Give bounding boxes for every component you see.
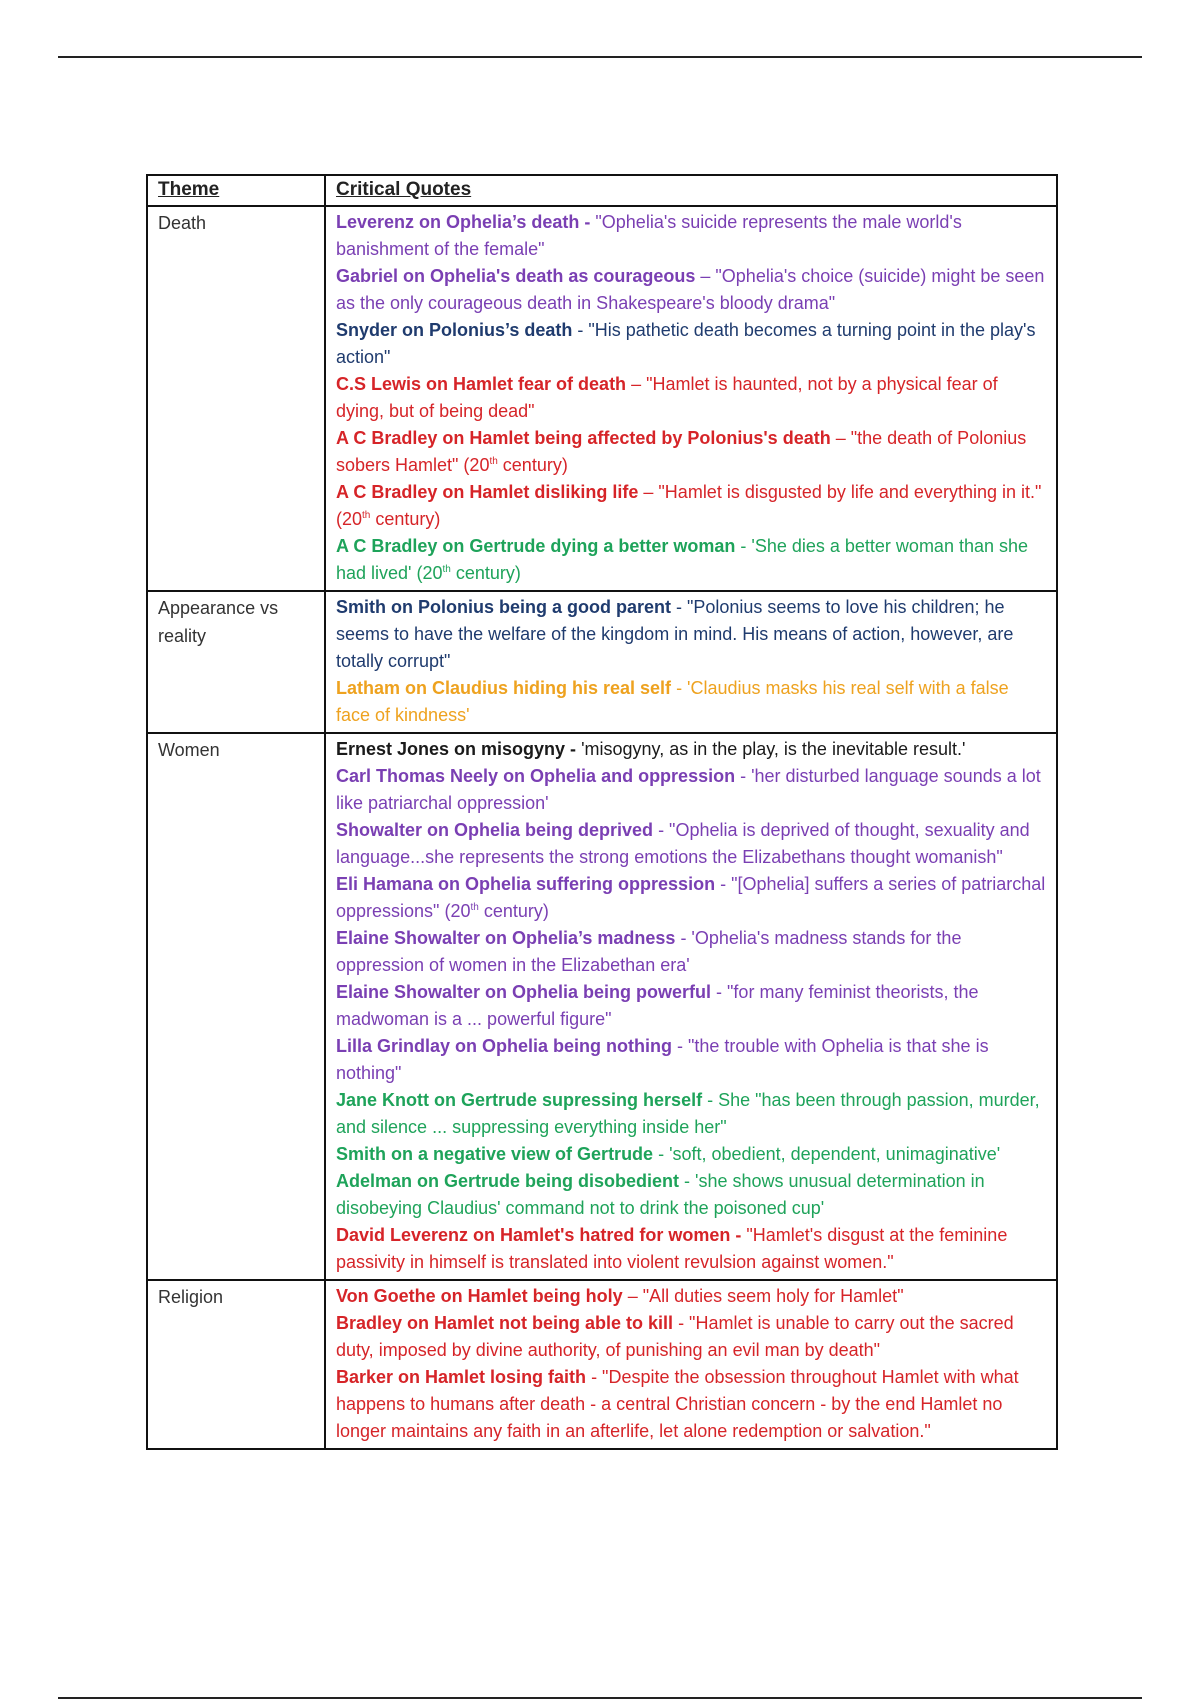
- quote-entry: [336, 1310, 1046, 1364]
- critic-name: Lilla Grindlay on Ophelia being nothing: [336, 1036, 673, 1056]
- critic-name: David Leverenz on Hamlet's hatred for women -: [336, 1225, 742, 1245]
- header-theme: Theme: [147, 175, 325, 206]
- critic-name: Gabriel on Ophelia's death as courageous: [336, 266, 696, 286]
- quote-text: - She "has been through passion, murder, and silence ... suppressing everything inside her": [336, 1090, 1040, 1137]
- ordinal-suffix: th: [489, 456, 498, 467]
- table-row: [147, 591, 1057, 733]
- critic-name: Smith on Polonius being a good parent: [336, 597, 671, 617]
- theme-cell: Women: [147, 733, 325, 1280]
- quote-text-tail: century): [497, 455, 568, 475]
- quote-text: - "Ophelia is deprived of thought, sexuality and language...she represents the strong emotions the Elizabethans thought womanish": [336, 820, 1030, 867]
- quote-text: - 'she shows unusual determination in disobeying Claudius' command not to drink the poisoned cup': [336, 1171, 985, 1218]
- critic-name: Jane Knott on Gertrude supressing herself: [336, 1090, 703, 1110]
- quote-text: - "Polonius seems to love his children; he seems to have the welfare of the kingdom in mind. His means of action, however, are totally corrupt": [336, 597, 1014, 671]
- ordinal-suffix: th: [470, 902, 479, 913]
- ordinal-suffix: th: [442, 564, 451, 575]
- quote-entry: [336, 675, 1046, 729]
- quotes-cell: [325, 1280, 1057, 1449]
- critic-name: Leverenz on Ophelia’s death -: [336, 212, 591, 232]
- quote-text: – "All duties seem holy for Hamlet": [622, 1286, 904, 1306]
- quote-text: - "the trouble with Ophelia is that she is nothing": [336, 1036, 989, 1083]
- table-row: [147, 1280, 1057, 1449]
- quote-text: - 'her disturbed language sounds a lot like patriarchal oppression': [336, 766, 1041, 813]
- quotes-cell: [325, 591, 1057, 733]
- quote-entry: [336, 979, 1046, 1033]
- quote-text: – "Ophelia's choice (suicide) might be seen as the only courageous death in Shakespeare's bloody drama": [336, 266, 1045, 313]
- quote-text-tail: century): [478, 901, 549, 921]
- quote-entry: [336, 871, 1046, 925]
- theme-cell: Religion: [147, 1280, 325, 1449]
- quote-text: - 'Claudius masks his real self with a false face of kindness': [336, 678, 1009, 725]
- quote-entry: [336, 763, 1046, 817]
- quote-entry: [336, 736, 1046, 763]
- critic-name: Barker on Hamlet losing faith: [336, 1367, 587, 1387]
- quote-entry: [336, 1087, 1046, 1141]
- quote-entry: [336, 1141, 1046, 1168]
- quote-text: "Hamlet's disgust at the feminine passivity in himself is translated into violent revulsion against women.": [336, 1225, 1008, 1272]
- critic-name: Elaine Showalter on Ophelia’s madness: [336, 928, 676, 948]
- quote-entry: [336, 1168, 1046, 1222]
- critic-name: Bradley on Hamlet not being able to kill: [336, 1313, 674, 1333]
- quotes-cell: [325, 733, 1057, 1280]
- critic-name: A C Bradley on Hamlet being affected by Polonius's death: [336, 428, 831, 448]
- critic-name: C.S Lewis on Hamlet fear of death: [336, 374, 627, 394]
- quote-text: – "Hamlet is haunted, not by a physical fear of dying, but of being dead": [336, 374, 998, 421]
- quote-entry: [336, 479, 1046, 533]
- bottom-rule: [58, 1697, 1142, 1699]
- top-rule: [58, 56, 1142, 58]
- quote-entry: [336, 1033, 1046, 1087]
- header-critical-quotes: Critical Quotes: [325, 175, 1057, 206]
- table-row: [147, 206, 1057, 591]
- quote-entry: [336, 425, 1046, 479]
- quote-text: - "for many feminist theorists, the madwoman is a ... powerful figure": [336, 982, 979, 1029]
- critic-name: Smith on a negative view of Gertrude: [336, 1144, 654, 1164]
- critic-name: Snyder on Polonius’s death: [336, 320, 573, 340]
- quote-text: 'misogyny, as in the play, is the inevitable result.': [576, 739, 966, 759]
- critic-name: Eli Hamana on Ophelia suffering oppression: [336, 874, 716, 894]
- quote-entry: [336, 533, 1046, 587]
- quote-text: – "the death of Polonius sobers Hamlet" (20: [336, 428, 1027, 475]
- quote-entry: [336, 1283, 1046, 1310]
- quote-text: - "Hamlet is unable to carry out the sacred duty, imposed by divine authority, of punishing an evil man by death": [336, 1313, 1014, 1360]
- critic-name: Adelman on Gertrude being disobedient: [336, 1171, 680, 1191]
- table-row: [147, 733, 1057, 1280]
- critic-name: Showalter on Ophelia being deprived: [336, 820, 654, 840]
- critic-name: Von Goethe on Hamlet being holy: [336, 1286, 623, 1306]
- quote-entry: [336, 209, 1046, 263]
- quote-text: - 'soft, obedient, dependent, unimaginative': [653, 1144, 1001, 1164]
- table-header-row: [147, 175, 1057, 206]
- quote-text: - 'Ophelia's madness stands for the oppression of women in the Elizabethan era': [336, 928, 962, 975]
- critic-name: Carl Thomas Neely on Ophelia and oppression: [336, 766, 736, 786]
- quote-text: - "[Ophelia] suffers a series of patriarchal oppressions" (20: [336, 874, 1046, 921]
- critic-name: A C Bradley on Gertrude dying a better woman: [336, 536, 736, 556]
- quote-entry: [336, 925, 1046, 979]
- quote-entry: [336, 1222, 1046, 1276]
- quote-text-tail: century): [370, 509, 441, 529]
- quote-text: "Ophelia's suicide represents the male world's banishment of the female": [336, 212, 962, 259]
- quote-entry: [336, 263, 1046, 317]
- quote-text: - "His pathetic death becomes a turning point in the play's action": [336, 320, 1036, 367]
- critic-name: Latham on Claudius hiding his real self: [336, 678, 672, 698]
- quote-entry: [336, 594, 1046, 675]
- critical-quotes-table: [146, 174, 1058, 1450]
- quote-entry: [336, 371, 1046, 425]
- critic-name: Elaine Showalter on Ophelia being powerful: [336, 982, 712, 1002]
- theme-cell: Appearance vs reality: [147, 591, 325, 733]
- quote-text: - "Despite the obsession throughout Hamlet with what happens to humans after death - a central Christian concern - by the end Hamlet no longer maintains any faith in an afterlife, let alone redemption or salvation.": [336, 1367, 1019, 1441]
- critic-name: Ernest Jones on misogyny -: [336, 739, 577, 759]
- quote-text-tail: century): [450, 563, 521, 583]
- quote-text: - 'She dies a better woman than she had lived' (20: [336, 536, 1029, 583]
- quotes-cell: [325, 206, 1057, 591]
- quote-text: – "Hamlet is disgusted by life and everything in it." (20: [336, 482, 1042, 529]
- quote-entry: [336, 817, 1046, 871]
- quote-entry: [336, 317, 1046, 371]
- critic-name: A C Bradley on Hamlet disliking life: [336, 482, 639, 502]
- theme-cell: Death: [147, 206, 325, 591]
- ordinal-suffix: th: [362, 510, 371, 521]
- quote-entry: [336, 1364, 1046, 1445]
